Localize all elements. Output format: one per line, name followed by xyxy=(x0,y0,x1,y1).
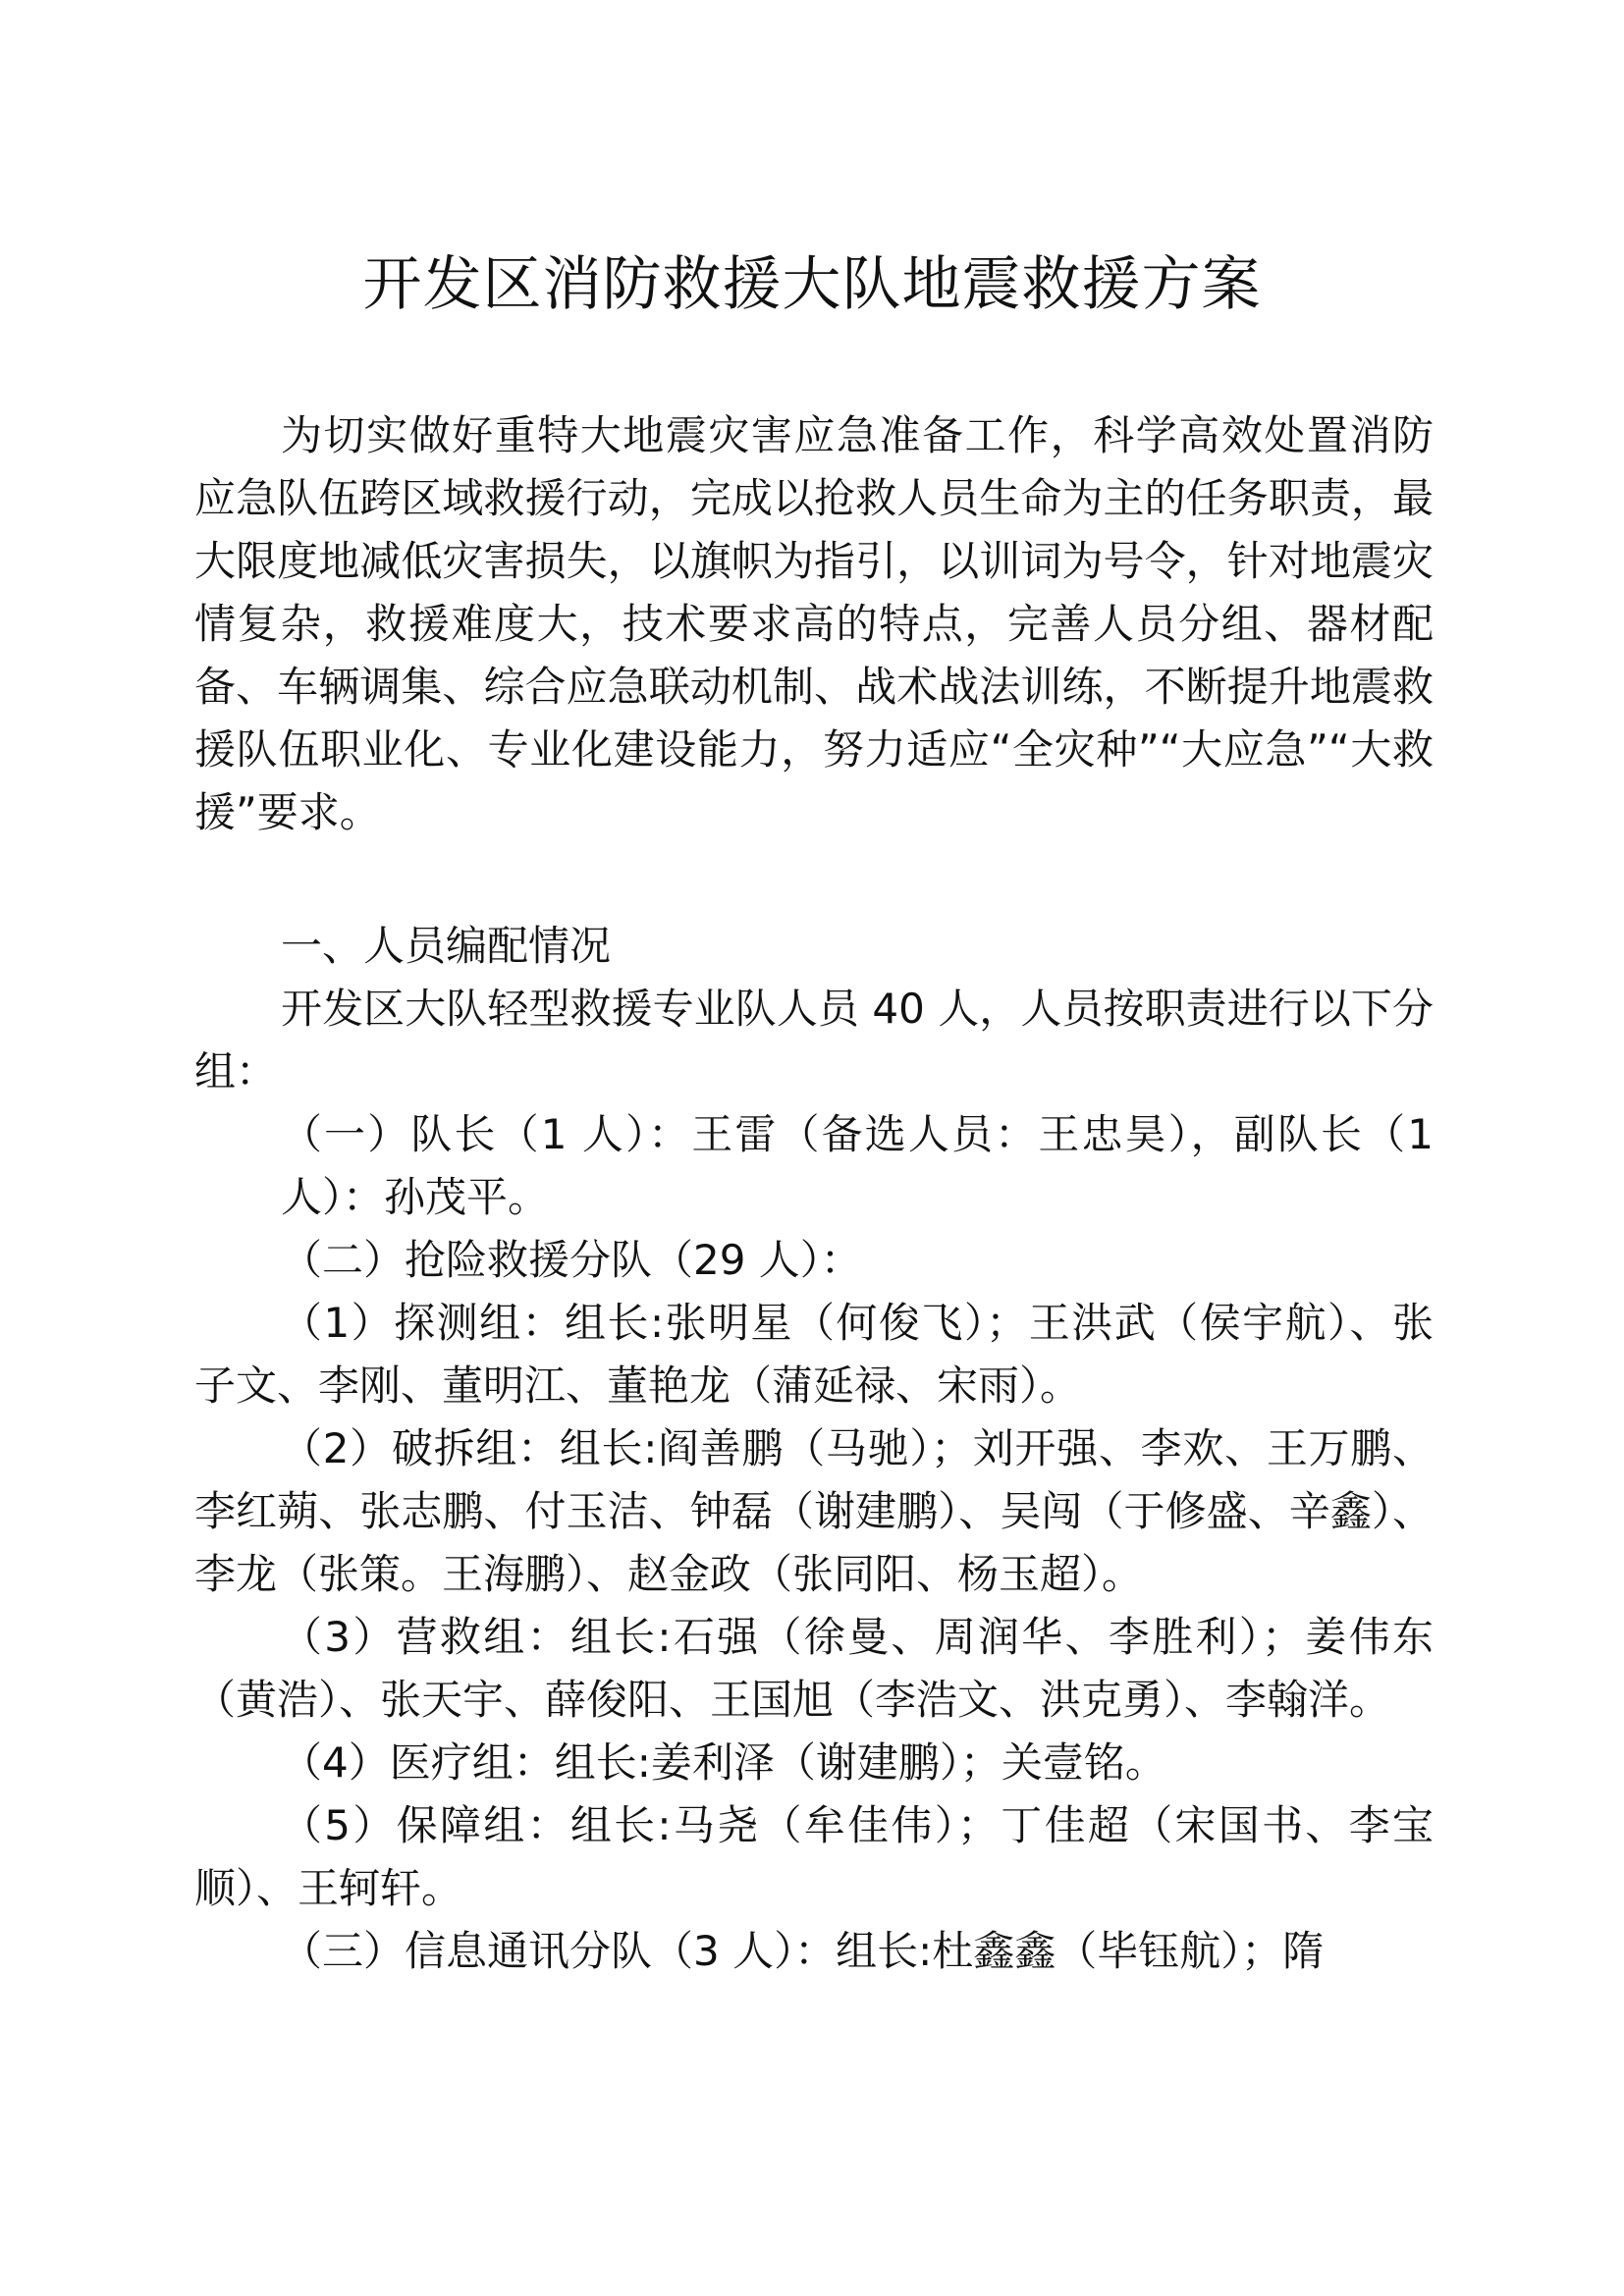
section-heading-staffing: 一、人员编配情况 xyxy=(281,922,612,970)
communication-squad-paragraph: （三）信息通讯分队（3 人）：组长:杜鑫鑫（毕钰航）；隋 xyxy=(281,1927,1325,1975)
detection-group-paragraph: （1）探测组：组长:张明星（何俊飞）；王洪武（侯宇航）、张子文、李刚、董明江、董艳龙（蒲延禄、宋雨）。 xyxy=(194,1299,1434,1410)
rescue-squad-heading: （二）抢险救援分队（29 人）： xyxy=(281,1236,862,1284)
staffing-summary-paragraph: 开发区大队轻型救援专业队人员 40 人，人员按职责进行以下分组： xyxy=(194,985,1434,1095)
medical-group-paragraph: （4）医疗组：组长:姜利泽（谢建鹏）；关壹铭。 xyxy=(281,1738,1166,1787)
rescue-group-paragraph: （3）营救组：组长:石强（徐曼、周润华、李胜利）；姜伟东（黄浩）、张天宇、薛俊阳、王国旭（李浩文、洪克勇）、李翰洋。 xyxy=(194,1613,1434,1724)
captain-paragraph: （一）队长（1 人）：王雷（备选人员：王忠昊），副队长（1 人）：孙茂平。 xyxy=(281,1110,1434,1221)
document-body xyxy=(194,404,1434,1983)
demolition-group-paragraph: （2）破拆组：组长:阎善鹏（马驰）；刘开强、李欢、王万鹏、李红蒴、张志鹏、付玉洁、钟磊（谢建鹏）、吴闯（于修盛、辛鑫）、李龙（张策。王海鹏）、赵金政（张同阳、杨玉超）。 xyxy=(194,1424,1434,1598)
intro-paragraph: 为切实做好重特大地震灾害应急准备工作，科学高效处置消防应急队伍跨区域救援行动，完成以抢救人员生命为主的任务职责，最大限度地减低灾害损失，以旗帜为指引，以训词为号令，针对地震灾情复杂，救援难度大，技术要求高的特点，完善人员分组、器材配备、车辆调集、综合应急联动机制、战术战法训练，不断提升地震救援队伍职业化、专业化建设能力，努力适应“全灾种”“大应急”“大救援”要求。 xyxy=(194,411,1434,836)
document-title: 开发区消防救援大队地震救援方案 xyxy=(362,250,1262,319)
support-group-paragraph: （5）保障组：组长:马尧（牟佳伟）；丁佳超（宋国书、李宝顺）、王轲轩。 xyxy=(194,1801,1434,1912)
